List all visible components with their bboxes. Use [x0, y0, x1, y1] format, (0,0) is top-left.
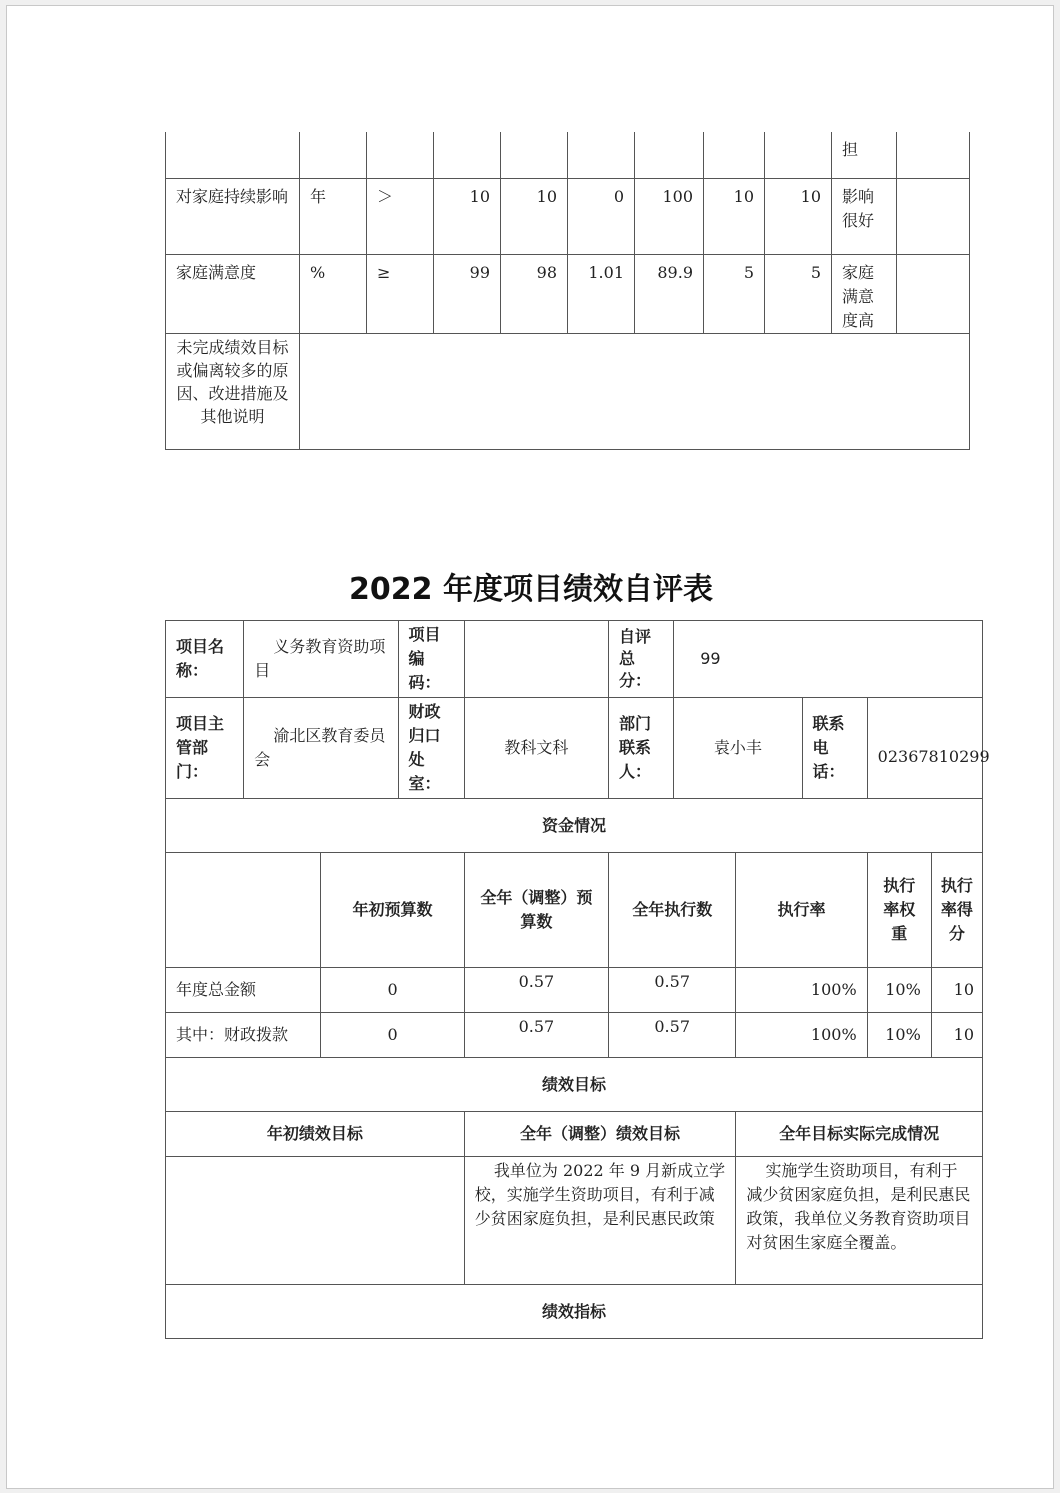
indicator-unit: % — [300, 254, 367, 333]
funds-row-score: 10 — [931, 1013, 982, 1058]
table-row — [166, 1157, 983, 1285]
funds-header-blank — [166, 853, 321, 968]
score-value: 99 — [674, 621, 983, 698]
table-row — [166, 1013, 983, 1058]
indicators-section-title: 绩效指标 — [166, 1285, 983, 1339]
cell — [897, 254, 970, 333]
dept-value: 渝北区教育委员会 — [244, 698, 398, 799]
funds-header-adjusted: 全年（调整）预算数 — [464, 853, 608, 968]
funds-section-title: 资金情况 — [166, 799, 983, 853]
cell — [897, 132, 970, 178]
finance-value: 教科文科 — [464, 698, 608, 799]
project-code — [464, 621, 608, 698]
table-row — [166, 1285, 983, 1339]
funds-row-executed: 0.57 — [609, 1013, 736, 1058]
indicator-operator: ＞ — [367, 178, 434, 254]
cell — [765, 132, 832, 178]
indicator-name: 对家庭持续影响 — [166, 178, 300, 254]
funds-row-rate: 100% — [736, 1013, 867, 1058]
indicator-name: 家庭满意度 — [166, 254, 300, 333]
contact-value: 袁小丰 — [674, 698, 802, 799]
funds-header-rate: 执行率 — [736, 853, 867, 968]
indicator-note: 担 — [832, 132, 897, 178]
cell: 10 — [765, 178, 832, 254]
dept-label: 项目主管部门： — [166, 698, 244, 799]
goals-header-adjusted: 全年（调整）绩效目标 — [464, 1112, 736, 1157]
score-label: 自评总分： — [609, 621, 674, 698]
funds-row-score: 10 — [931, 968, 982, 1013]
funds-row-label: 年度总金额 — [166, 968, 321, 1013]
funds-row-adjusted: 0.57 — [464, 968, 608, 1013]
cell — [568, 132, 635, 178]
reason-label: 未完成绩效目标或偏离较多的原因、改进措施及其他说明 — [166, 333, 300, 449]
contact-label: 部门联系人： — [609, 698, 674, 799]
cell — [501, 132, 568, 178]
indicator-name — [166, 132, 300, 178]
funds-row-label: 其中：财政拨款 — [166, 1013, 321, 1058]
goals-header-row — [166, 1112, 983, 1157]
funds-row-weight: 10% — [867, 1013, 931, 1058]
cell: 99 — [434, 254, 501, 333]
indicator-unit: 年 — [300, 178, 367, 254]
cell: 89.9 — [635, 254, 704, 333]
cell: 98 — [501, 254, 568, 333]
cell: 10 — [434, 178, 501, 254]
goals-section-title: 绩效目标 — [166, 1058, 983, 1112]
table-row — [166, 799, 983, 853]
phone-value: 02367810299 — [867, 698, 982, 799]
indicator-table-continued — [165, 132, 970, 450]
table-row — [166, 698, 983, 799]
goals-header-initial: 年初绩效目标 — [166, 1112, 465, 1157]
cell — [434, 132, 501, 178]
funds-row-weight: 10% — [867, 968, 931, 1013]
funds-header-initial: 年初预算数 — [321, 853, 464, 968]
cell: 10 — [704, 178, 765, 254]
table-row — [166, 254, 970, 333]
cell: 10 — [501, 178, 568, 254]
goals-header-actual: 全年目标实际完成情况 — [736, 1112, 983, 1157]
cell: 5 — [704, 254, 765, 333]
goals-adjusted: 我单位为 2022 年 9 月新成立学校，实施学生资助项目，有利于减少贫困家庭负担，是利民惠民政策 — [464, 1157, 736, 1285]
self-evaluation-table — [165, 620, 990, 1339]
page-title: 2022 年度项目绩效自评表 — [349, 572, 713, 607]
project-name: 义务教育资助项目 — [244, 621, 398, 698]
table-row — [166, 178, 970, 254]
document-page — [6, 5, 1054, 1489]
indicator-operator: ≥ — [367, 254, 434, 333]
reason-value — [300, 333, 970, 449]
funds-row-initial: 0 — [321, 968, 464, 1013]
goals-initial — [166, 1157, 465, 1285]
project-code-label: 项目编码： — [398, 621, 464, 698]
finance-label: 财政归口处室： — [398, 698, 464, 799]
funds-row-initial: 0 — [321, 1013, 464, 1058]
goals-actual: 实施学生资助项目，有利于减少贫困家庭负担，是利民惠民政策，我单位义务教育资助项目对贫困生家庭全覆盖。 — [736, 1157, 983, 1285]
funds-header-weight: 执行率权重 — [867, 853, 931, 968]
funds-row-executed: 0.57 — [609, 968, 736, 1013]
indicator-note: 家庭满意度高 — [832, 254, 897, 333]
funds-row-adjusted: 0.57 — [464, 1013, 608, 1058]
funds-header-score: 执行率得分 — [931, 853, 982, 968]
table-row — [166, 333, 970, 449]
funds-row-rate: 100% — [736, 968, 867, 1013]
funds-header-row — [166, 853, 983, 968]
indicator-unit — [300, 132, 367, 178]
indicator-operator — [367, 132, 434, 178]
table-row — [166, 621, 983, 698]
cell: 5 — [765, 254, 832, 333]
cell: 1.01 — [568, 254, 635, 333]
project-name-label: 项目名称： — [166, 621, 244, 698]
table-row — [166, 132, 970, 178]
cell — [704, 132, 765, 178]
cell — [635, 132, 704, 178]
phone-label: 联系电话： — [802, 698, 867, 799]
table-row — [166, 968, 983, 1013]
cell: 0 — [568, 178, 635, 254]
cell — [897, 178, 970, 254]
cell: 100 — [635, 178, 704, 254]
funds-header-executed: 全年执行数 — [609, 853, 736, 968]
table-row — [166, 1058, 983, 1112]
indicator-note: 影响很好 — [832, 178, 897, 254]
